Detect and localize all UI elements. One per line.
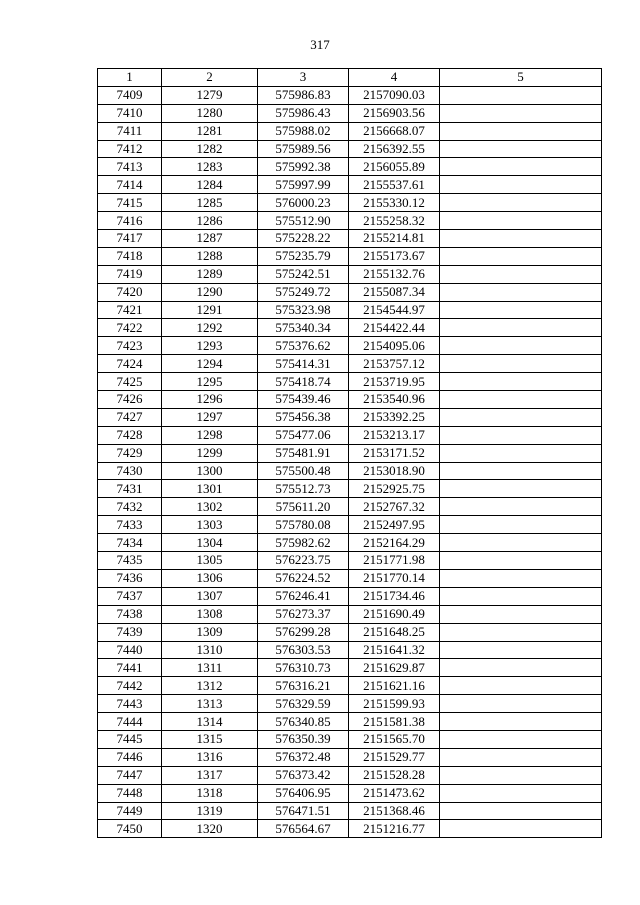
table-cell-col-5	[440, 176, 602, 194]
table-cell-col-5	[440, 480, 602, 498]
table-cell-col-2: 1287	[162, 230, 258, 248]
table-cell-col-1: 7431	[98, 480, 162, 498]
table-cell-col-1: 7440	[98, 641, 162, 659]
page-number: 317	[310, 37, 330, 52]
table-cell-col-4: 2151690.49	[349, 605, 440, 623]
table-cell-col-4: 2151629.87	[349, 659, 440, 677]
table-cell-col-5	[440, 641, 602, 659]
table-row	[98, 730, 602, 748]
table-header	[98, 69, 602, 87]
table-cell-col-4: 2155087.34	[349, 283, 440, 301]
table-row	[98, 444, 602, 462]
table-cell-col-3: 576000.23	[258, 194, 349, 212]
table-cell-col-1: 7442	[98, 677, 162, 695]
table-cell-col-5	[440, 444, 602, 462]
table-cell-col-1: 7441	[98, 659, 162, 677]
table-row	[98, 498, 602, 516]
table-cell-col-4: 2154422.44	[349, 319, 440, 337]
table-cell-col-3: 575242.51	[258, 265, 349, 283]
table-cell-col-5	[440, 587, 602, 605]
table-cell-col-2: 1317	[162, 766, 258, 784]
table-cell-col-2: 1319	[162, 802, 258, 820]
table-cell-col-5	[440, 158, 602, 176]
table-cell-col-4: 2155258.32	[349, 212, 440, 230]
table-row	[98, 534, 602, 552]
table-cell-col-3: 575481.91	[258, 444, 349, 462]
table-cell-col-2: 1304	[162, 534, 258, 552]
table-cell-col-2: 1306	[162, 569, 258, 587]
table-cell-col-2: 1279	[162, 86, 258, 104]
table-row	[98, 355, 602, 373]
table-cell-col-4: 2151734.46	[349, 587, 440, 605]
table-cell-col-3: 576350.39	[258, 730, 349, 748]
table-cell-col-5	[440, 373, 602, 391]
table-cell-col-2: 1289	[162, 265, 258, 283]
table-row	[98, 802, 602, 820]
table-cell-col-3: 575500.48	[258, 462, 349, 480]
table-cell-col-4: 2153719.95	[349, 373, 440, 391]
table-cell-col-3: 576406.95	[258, 784, 349, 802]
table-row	[98, 820, 602, 838]
table-cell-col-3: 575989.56	[258, 140, 349, 158]
table-cell-col-3: 575249.72	[258, 283, 349, 301]
table-cell-col-5	[440, 552, 602, 570]
table-cell-col-5	[440, 820, 602, 838]
table-cell-col-4: 2152767.32	[349, 498, 440, 516]
column-header-4: 4	[349, 69, 440, 87]
table-row	[98, 659, 602, 677]
table-cell-col-5	[440, 212, 602, 230]
table-cell-col-1: 7425	[98, 373, 162, 391]
table-cell-col-3: 575986.83	[258, 86, 349, 104]
table-cell-col-3: 575611.20	[258, 498, 349, 516]
table-cell-col-1: 7430	[98, 462, 162, 480]
table-cell-col-2: 1280	[162, 104, 258, 122]
table-cell-col-5	[440, 86, 602, 104]
table-cell-col-5	[440, 713, 602, 731]
table-cell-col-4: 2155214.81	[349, 230, 440, 248]
table-cell-col-3: 575512.90	[258, 212, 349, 230]
table-cell-col-5	[440, 748, 602, 766]
table-cell-col-5	[440, 516, 602, 534]
table-cell-col-3: 576273.37	[258, 605, 349, 623]
table-cell-col-4: 2151528.28	[349, 766, 440, 784]
table-cell-col-1: 7446	[98, 748, 162, 766]
table-row	[98, 713, 602, 731]
table-cell-col-2: 1292	[162, 319, 258, 337]
table-cell-col-3: 575988.02	[258, 122, 349, 140]
table-cell-col-5	[440, 408, 602, 426]
table-cell-col-3: 575340.34	[258, 319, 349, 337]
table-cell-col-5	[440, 784, 602, 802]
table-cell-col-3: 575439.46	[258, 391, 349, 409]
table-cell-col-5	[440, 355, 602, 373]
table-cell-col-4: 2151565.70	[349, 730, 440, 748]
table-row	[98, 784, 602, 802]
table-cell-col-4: 2154544.97	[349, 301, 440, 319]
table-cell-col-5	[440, 605, 602, 623]
table-row	[98, 122, 602, 140]
table-cell-col-4: 2151216.77	[349, 820, 440, 838]
coordinates-table	[97, 68, 602, 838]
table-cell-col-5	[440, 677, 602, 695]
table-cell-col-4: 2151599.93	[349, 695, 440, 713]
table-cell-col-4: 2152497.95	[349, 516, 440, 534]
column-header-1: 1	[98, 69, 162, 87]
table-cell-col-1: 7423	[98, 337, 162, 355]
table-cell-col-3: 576329.59	[258, 695, 349, 713]
table-cell-col-5	[440, 802, 602, 820]
table-cell-col-1: 7416	[98, 212, 162, 230]
table-cell-col-3: 575512.73	[258, 480, 349, 498]
table-cell-col-1: 7432	[98, 498, 162, 516]
table-cell-col-3: 576224.52	[258, 569, 349, 587]
table-cell-col-1: 7447	[98, 766, 162, 784]
table-cell-col-3: 575235.79	[258, 247, 349, 265]
table-cell-col-2: 1290	[162, 283, 258, 301]
table-cell-col-4: 2151648.25	[349, 623, 440, 641]
table-cell-col-4: 2151621.16	[349, 677, 440, 695]
table-row	[98, 212, 602, 230]
table-cell-col-5	[440, 730, 602, 748]
column-header-2: 2	[162, 69, 258, 87]
table-row	[98, 265, 602, 283]
table-cell-col-4: 2155132.76	[349, 265, 440, 283]
table-row	[98, 677, 602, 695]
table-cell-col-3: 576299.28	[258, 623, 349, 641]
table-cell-col-4: 2155330.12	[349, 194, 440, 212]
table-cell-col-4: 2153171.52	[349, 444, 440, 462]
table-row	[98, 194, 602, 212]
table-cell-col-3: 575414.31	[258, 355, 349, 373]
table-cell-col-5	[440, 301, 602, 319]
table-cell-col-3: 576310.73	[258, 659, 349, 677]
table-cell-col-3: 576372.48	[258, 748, 349, 766]
table-cell-col-4: 2151581.38	[349, 713, 440, 731]
column-header-5: 5	[440, 69, 602, 87]
table-cell-col-1: 7444	[98, 713, 162, 731]
table-cell-col-3: 575323.98	[258, 301, 349, 319]
table-cell-col-1: 7424	[98, 355, 162, 373]
table-cell-col-2: 1300	[162, 462, 258, 480]
table-cell-col-1: 7410	[98, 104, 162, 122]
table-cell-col-1: 7436	[98, 569, 162, 587]
table-row	[98, 408, 602, 426]
table-cell-col-2: 1296	[162, 391, 258, 409]
table-row	[98, 176, 602, 194]
table-cell-col-2: 1301	[162, 480, 258, 498]
table-cell-col-5	[440, 230, 602, 248]
table-row	[98, 86, 602, 104]
table-cell-col-5	[440, 569, 602, 587]
table-cell-col-4: 2153540.96	[349, 391, 440, 409]
table-cell-col-2: 1294	[162, 355, 258, 373]
table-row	[98, 516, 602, 534]
table-cell-col-1: 7426	[98, 391, 162, 409]
table-cell-col-5	[440, 194, 602, 212]
table-row	[98, 569, 602, 587]
table-cell-col-3: 576246.41	[258, 587, 349, 605]
table-cell-col-4: 2151368.46	[349, 802, 440, 820]
table-cell-col-1: 7420	[98, 283, 162, 301]
table-cell-col-4: 2152925.75	[349, 480, 440, 498]
table-cell-col-2: 1303	[162, 516, 258, 534]
table-row	[98, 104, 602, 122]
table-row	[98, 623, 602, 641]
table-cell-col-3: 576564.67	[258, 820, 349, 838]
table-cell-col-5	[440, 391, 602, 409]
table-row	[98, 319, 602, 337]
column-header-3: 3	[258, 69, 349, 87]
table-cell-col-5	[440, 122, 602, 140]
table-cell-col-5	[440, 534, 602, 552]
table-cell-col-2: 1320	[162, 820, 258, 838]
table-cell-col-4: 2157090.03	[349, 86, 440, 104]
table-cell-col-2: 1302	[162, 498, 258, 516]
table-cell-col-1: 7411	[98, 122, 162, 140]
table-cell-col-4: 2151641.32	[349, 641, 440, 659]
table-cell-col-1: 7412	[98, 140, 162, 158]
table-cell-col-3: 575418.74	[258, 373, 349, 391]
table-cell-col-2: 1318	[162, 784, 258, 802]
table-cell-col-4: 2151770.14	[349, 569, 440, 587]
table-cell-col-1: 7445	[98, 730, 162, 748]
table-cell-col-2: 1312	[162, 677, 258, 695]
table-cell-col-4: 2151771.98	[349, 552, 440, 570]
table-cell-col-3: 576373.42	[258, 766, 349, 784]
table-cell-col-1: 7448	[98, 784, 162, 802]
table-row	[98, 158, 602, 176]
table-cell-col-5	[440, 659, 602, 677]
table-cell-col-2: 1283	[162, 158, 258, 176]
table-cell-col-5	[440, 623, 602, 641]
table-cell-col-3: 575376.62	[258, 337, 349, 355]
table-row	[98, 480, 602, 498]
table-cell-col-5	[440, 247, 602, 265]
table-row	[98, 641, 602, 659]
table-row	[98, 695, 602, 713]
table-cell-col-2: 1314	[162, 713, 258, 731]
table-row	[98, 230, 602, 248]
table-row	[98, 373, 602, 391]
table-cell-col-1: 7422	[98, 319, 162, 337]
table-cell-col-4: 2153757.12	[349, 355, 440, 373]
table-cell-col-4: 2151529.77	[349, 748, 440, 766]
table-cell-col-2: 1316	[162, 748, 258, 766]
table-cell-col-3: 575997.99	[258, 176, 349, 194]
table-cell-col-2: 1315	[162, 730, 258, 748]
table-cell-col-2: 1285	[162, 194, 258, 212]
table-cell-col-4: 2156392.55	[349, 140, 440, 158]
table-cell-col-2: 1310	[162, 641, 258, 659]
table-cell-col-3: 575477.06	[258, 426, 349, 444]
table-cell-col-4: 2155537.61	[349, 176, 440, 194]
table-cell-col-1: 7428	[98, 426, 162, 444]
table-cell-col-5	[440, 426, 602, 444]
table-cell-col-2: 1307	[162, 587, 258, 605]
table-cell-col-1: 7438	[98, 605, 162, 623]
table-cell-col-3: 575982.62	[258, 534, 349, 552]
table-row	[98, 301, 602, 319]
table-cell-col-5	[440, 498, 602, 516]
table-row	[98, 426, 602, 444]
table-cell-col-1: 7415	[98, 194, 162, 212]
table-cell-col-1: 7427	[98, 408, 162, 426]
table-cell-col-4: 2156903.56	[349, 104, 440, 122]
header-row	[98, 69, 602, 87]
table-cell-col-1: 7429	[98, 444, 162, 462]
table-cell-col-3: 576471.51	[258, 802, 349, 820]
table-row	[98, 587, 602, 605]
table-cell-col-5	[440, 462, 602, 480]
table-cell-col-1: 7419	[98, 265, 162, 283]
table-cell-col-2: 1309	[162, 623, 258, 641]
table-cell-col-1: 7409	[98, 86, 162, 104]
table-row	[98, 283, 602, 301]
table-cell-col-1: 7437	[98, 587, 162, 605]
table-cell-col-2: 1281	[162, 122, 258, 140]
table-cell-col-2: 1284	[162, 176, 258, 194]
table-cell-col-1: 7418	[98, 247, 162, 265]
table-cell-col-5	[440, 319, 602, 337]
table-cell-col-5	[440, 283, 602, 301]
table-cell-col-3: 575986.43	[258, 104, 349, 122]
table-cell-col-2: 1295	[162, 373, 258, 391]
table-cell-col-3: 576316.21	[258, 677, 349, 695]
table-cell-col-3: 575992.38	[258, 158, 349, 176]
table-row	[98, 391, 602, 409]
table-cell-col-1: 7417	[98, 230, 162, 248]
table-row	[98, 552, 602, 570]
table-cell-col-2: 1288	[162, 247, 258, 265]
table-cell-col-1: 7433	[98, 516, 162, 534]
table-cell-col-4: 2156055.89	[349, 158, 440, 176]
table-cell-col-2: 1293	[162, 337, 258, 355]
table-cell-col-4: 2153018.90	[349, 462, 440, 480]
table-cell-col-3: 575456.38	[258, 408, 349, 426]
table-cell-col-1: 7414	[98, 176, 162, 194]
table-row	[98, 748, 602, 766]
table-cell-col-2: 1282	[162, 140, 258, 158]
table-row	[98, 462, 602, 480]
table-cell-col-2: 1313	[162, 695, 258, 713]
table-cell-col-3: 575780.08	[258, 516, 349, 534]
table-cell-col-1: 7413	[98, 158, 162, 176]
table-cell-col-2: 1297	[162, 408, 258, 426]
table-cell-col-3: 576223.75	[258, 552, 349, 570]
table-cell-col-1: 7421	[98, 301, 162, 319]
table-cell-col-2: 1311	[162, 659, 258, 677]
table-row	[98, 766, 602, 784]
table-cell-col-3: 576340.85	[258, 713, 349, 731]
table-cell-col-4: 2154095.06	[349, 337, 440, 355]
table-cell-col-1: 7439	[98, 623, 162, 641]
table-cell-col-4: 2156668.07	[349, 122, 440, 140]
table-row	[98, 140, 602, 158]
table-cell-col-4: 2152164.29	[349, 534, 440, 552]
table-cell-col-2: 1308	[162, 605, 258, 623]
table-cell-col-2: 1298	[162, 426, 258, 444]
table-cell-col-1: 7443	[98, 695, 162, 713]
table-cell-col-5	[440, 337, 602, 355]
table-cell-col-3: 576303.53	[258, 641, 349, 659]
table-cell-col-4: 2153392.25	[349, 408, 440, 426]
table-cell-col-5	[440, 104, 602, 122]
table-cell-col-5	[440, 265, 602, 283]
table-cell-col-2: 1291	[162, 301, 258, 319]
table-cell-col-2: 1286	[162, 212, 258, 230]
table-cell-col-1: 7450	[98, 820, 162, 838]
table-cell-col-1: 7435	[98, 552, 162, 570]
table-cell-col-5	[440, 766, 602, 784]
table-cell-col-1: 7449	[98, 802, 162, 820]
table-cell-col-1: 7434	[98, 534, 162, 552]
table-cell-col-2: 1299	[162, 444, 258, 462]
table-body	[98, 86, 602, 837]
table-row	[98, 247, 602, 265]
table-cell-col-2: 1305	[162, 552, 258, 570]
table-row	[98, 337, 602, 355]
table-cell-col-5	[440, 140, 602, 158]
table-cell-col-4: 2151473.62	[349, 784, 440, 802]
table-cell-col-4: 2155173.67	[349, 247, 440, 265]
table-cell-col-4: 2153213.17	[349, 426, 440, 444]
table-row	[98, 605, 602, 623]
table-cell-col-3: 575228.22	[258, 230, 349, 248]
table-cell-col-5	[440, 695, 602, 713]
